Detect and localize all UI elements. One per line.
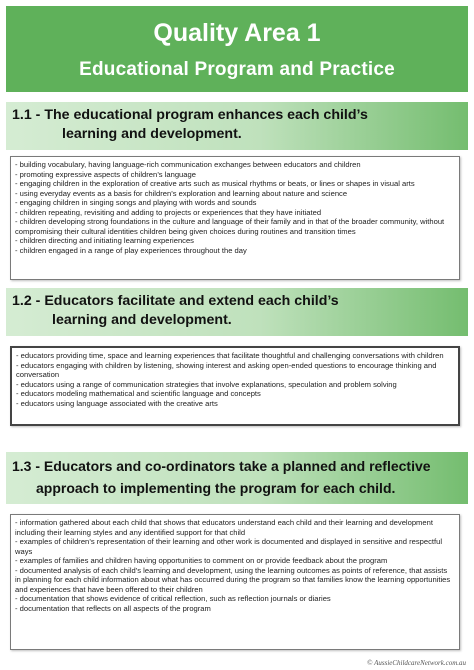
section-1-3-heading: 1.3 - Educators and co-ordinators take a planned and reflective approach to implementing the program for each child. [6, 452, 468, 504]
list-item: - educators modeling mathematical and scientific language and concepts [16, 389, 261, 398]
section-1-2-list [10, 346, 460, 426]
list-item: - documented analysis of each child’s learning and development, using the learning outcomes as points of reference, that assists in planning for each child information about what has occurred during the program so that families know the learning opportunities and experiences that have been offered to their children [15, 565, 451, 594]
list-item: - engaging children in the exploration of creative arts such as musical rhythms or beats, or lines or shapes in visual arts [15, 179, 415, 188]
list-item: - educators providing time, space and learning experiences that facilitate thoughtful and challenging conversations with children [16, 351, 444, 360]
list-item: - using everyday events as a basis for children’s exploration and learning about nature and science [15, 188, 348, 198]
list-item: - children repeating, revisiting and adding to projects or experiences that they have initiated [15, 207, 322, 217]
list-item: - educators using a range of communication strategies that involve explanations, speculation and problem solving [16, 379, 397, 389]
list-item: - engaging children in singing songs and playing with words and sounds [15, 198, 257, 207]
list-item: - examples of families and children having opportunities to comment on or provide feedback about the program [15, 556, 388, 565]
page-title: Quality Area 1 [153, 19, 321, 47]
list-item: - examples of children’s representation of their learning and other work is documented and displayed in sensitive and respectful ways [15, 537, 443, 556]
list-item: - children engaged in a range of play experiences throughout the day [15, 245, 247, 255]
list-item: - educators engaging with children by listening, showing interest and asking open-ended questions to encourage thinking and conversation [16, 360, 437, 379]
section-1-1-list [10, 156, 460, 280]
section-1-1-heading: 1.1 - The educational program enhances each child’s learning and development. [6, 102, 468, 150]
list-item: - building vocabulary, having language-rich communication exchanges between educators and children [15, 160, 361, 169]
list-item: - promoting expressive aspects of children’s language [15, 169, 196, 179]
section-1-3-list [10, 514, 460, 650]
list-item: - documentation that shows evidence of critical reflection, such as reflection journals or diaries [15, 594, 331, 603]
page-header [6, 6, 468, 92]
page-subtitle: Educational Program and Practice [79, 59, 395, 80]
list-item: - documentation that reflects on all aspects of the program [15, 603, 211, 613]
list-item: - children developing strong foundations in the culture and language of their family and in that of the broader community, without compromising their cultural identities children being given choices during routines and transition times [15, 217, 445, 236]
list-item: - educators using language associated with the creative arts [16, 398, 218, 408]
copyright-footer: © AussieChildcareNetwork.com.au [367, 659, 466, 667]
list-item: - information gathered about each child that shows that educators understand each child and their learning and development including their learning styles and any identified support for that child [15, 518, 433, 537]
section-1-2-heading: 1.2 - Educators facilitate and extend each child’s learning and development. [6, 288, 468, 336]
list-item: - children directing and initiating learning experiences [15, 236, 194, 245]
